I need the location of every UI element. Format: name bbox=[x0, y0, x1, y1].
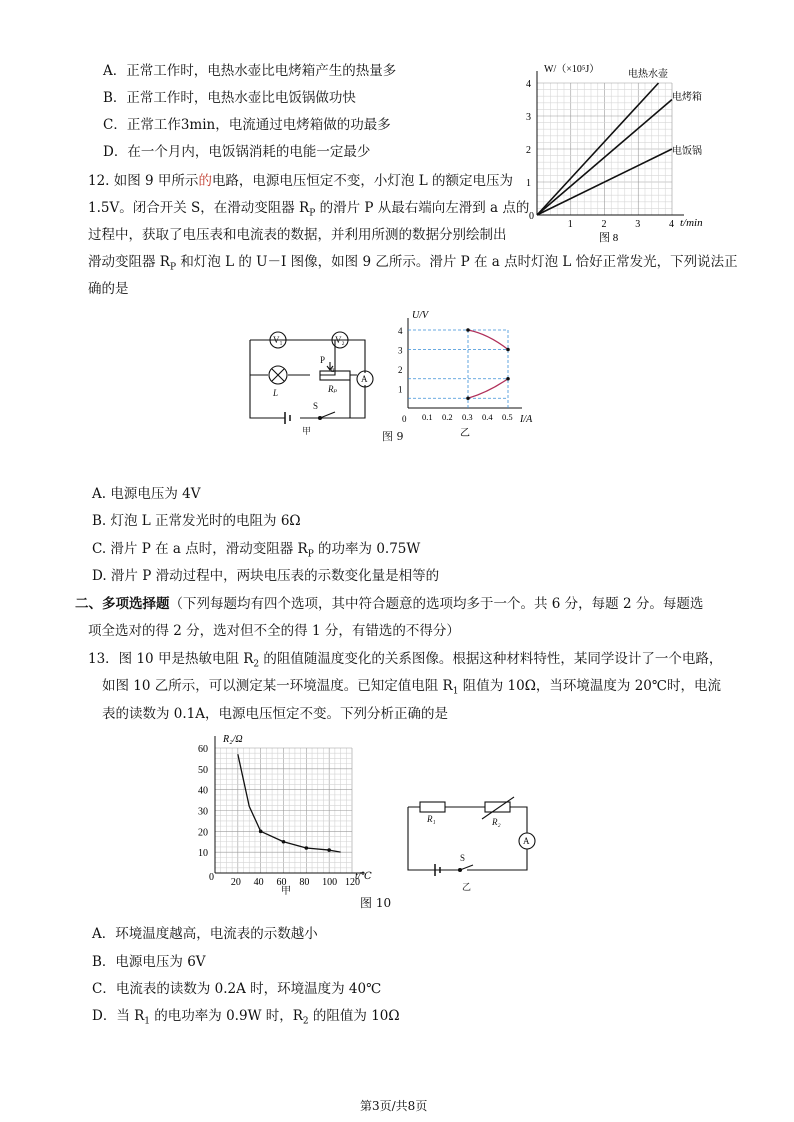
fig10-y-tick: 20 bbox=[198, 827, 208, 839]
fig9-p-label: P bbox=[320, 355, 326, 365]
switch-icon bbox=[320, 412, 335, 418]
fig9-x-label: I/A bbox=[520, 414, 533, 425]
q13-option-a: A．环境温度越高，电流表的示数越小 bbox=[92, 926, 318, 942]
q11-option-b: B．正常工作时，电热水壶比电饭锅做功快 bbox=[103, 90, 356, 106]
fig10-origin: 0 bbox=[209, 872, 214, 883]
fig10-r1: R₁ bbox=[427, 814, 436, 824]
q12-line-1: 12. 如图 9 甲所示的电路，电源电压恒定不变，小灯泡 L 的额定电压为 bbox=[88, 173, 513, 189]
fig9-point bbox=[466, 396, 470, 400]
fig10-x-tick: 120 bbox=[345, 877, 360, 888]
fig8-origin: 0 bbox=[529, 211, 534, 222]
switch-icon bbox=[460, 865, 473, 870]
section-2-header: 二、多项选择题（下列每题均有四个选项，其中符合题意的选项均多于一个。共 6 分，每题 2 分。每题选 bbox=[75, 596, 704, 612]
fig10-y-tick: 50 bbox=[198, 764, 208, 776]
q13-line-3: 表的读数为 0.1A，电源电压恒定不变。下列分析正确的是 bbox=[102, 706, 449, 722]
fig10-x-tick: 60 bbox=[276, 877, 287, 888]
q12-line-2: 1.5V。闭合开关 S，在滑动变阻器 $R_P$ 的滑片 P 从最右端向左滑到 a 点的 bbox=[88, 200, 530, 219]
section-2-rules: 项全选对的得 2 分，选对但不全的得 1 分，有错选的不得分） bbox=[88, 623, 460, 639]
q13-option-b: B．电源电压为 6V bbox=[92, 954, 206, 970]
fig9-lamp-label: L bbox=[273, 388, 279, 398]
q11-option-c: C．正常工作3min，电流通过电烤箱做的功最多 bbox=[103, 117, 391, 133]
fig8-y-tick: 2 bbox=[526, 145, 531, 156]
fig10-x-tick: 100 bbox=[322, 877, 338, 888]
fig10-y-tick: 60 bbox=[198, 744, 208, 755]
fig8-y-tick: 3 bbox=[526, 112, 531, 123]
fig8-y-tick: 1 bbox=[526, 178, 531, 189]
fig8-series-label-cooker: 电饭锅 bbox=[672, 146, 702, 157]
fig8-series-label-kettle: 电热水壶 bbox=[628, 69, 668, 80]
fig10-ammeter: A bbox=[523, 836, 530, 846]
page-footer: 第3页/共8页 bbox=[360, 1099, 428, 1113]
fig8-x-tick: 2 bbox=[601, 219, 607, 230]
fig8-series-label-oven: 电烤箱 bbox=[672, 92, 702, 103]
r1-icon bbox=[420, 802, 445, 812]
fig10-r2: R₂ bbox=[492, 817, 501, 827]
fig9-point bbox=[466, 328, 470, 332]
fig9-x-tick: 0.3 bbox=[462, 412, 473, 422]
fig9-v2: V₂ bbox=[335, 335, 345, 345]
q13-line-2: 如图 10 乙所示，可以测定某一环境温度。已知定值电阻 $R_1$ 阻值为 10Ω，当环境温度为 20℃时，电流 bbox=[102, 678, 721, 697]
fig9-ammeter: A bbox=[361, 374, 368, 384]
fig9-y-tick: 1 bbox=[398, 384, 403, 395]
fig8-x-label: t/min bbox=[680, 217, 703, 229]
battery-icon bbox=[285, 412, 290, 424]
fig8-y-label: W/（×10⁵J） bbox=[544, 64, 600, 75]
fig9-s-label: S bbox=[313, 401, 319, 411]
fig9-origin: 0 bbox=[402, 414, 407, 424]
q13-option-c: C．电流表的读数为 0.2A 时，环境温度为 40℃ bbox=[92, 981, 382, 997]
fig10-y-tick: 30 bbox=[198, 806, 208, 818]
figure-9-graph bbox=[390, 308, 540, 440]
figure-10-circuit bbox=[400, 795, 540, 895]
fig9-x-tick: 0.1 bbox=[422, 412, 433, 422]
thermistor-slash bbox=[482, 797, 514, 819]
fig9-point bbox=[506, 348, 510, 352]
fig10-point bbox=[259, 830, 263, 834]
q13-line-1: 13．图 10 甲是热敏电阻 $R_2$ 的阻值随温度变化的关系图像。根据这种材料特性，某同学设计了一个电路， bbox=[88, 651, 723, 670]
fig9-curve-1 bbox=[468, 379, 508, 399]
q12-line-3: 过程中，获取了电压表和电流表的数据，并利用所测的数据分别绘制出 bbox=[88, 227, 507, 243]
fig9-x-tick: 0.2 bbox=[442, 412, 453, 422]
fig10-right-label: 乙 bbox=[462, 882, 472, 892]
q12-option-b: B. 灯泡 L 正常发光时的电阻为 6Ω bbox=[92, 513, 301, 529]
fig10-x-label: t/℃ bbox=[355, 871, 372, 882]
fig9-y-tick: 2 bbox=[398, 365, 403, 375]
q12-option-d: D. 滑片 P 滑动过程中，两块电压表的示数变化量是相等的 bbox=[92, 568, 440, 584]
figure-10-graph bbox=[195, 728, 380, 900]
fig8-x-tick: 4 bbox=[669, 219, 674, 230]
fig10-caption: 图 10 bbox=[360, 896, 392, 910]
fig10-x-tick: 20 bbox=[230, 877, 241, 888]
fig9-point bbox=[506, 377, 510, 381]
fig9-y-tick: 3 bbox=[398, 345, 403, 356]
fig9-y-label: U/V bbox=[412, 310, 429, 321]
fig8-x-tick: 1 bbox=[567, 219, 573, 230]
fig9-x-tick: 0.4 bbox=[482, 412, 493, 422]
fig10-y-label: R₂/Ω bbox=[223, 734, 243, 745]
fig10-y-tick: 10 bbox=[198, 848, 208, 860]
q12-option-c: C. 滑片 P 在 a 点时，滑动变阻器 $R_P$ 的功率为 0.75W bbox=[92, 541, 421, 560]
fig9-rp-label: Rₚ bbox=[328, 384, 338, 394]
fig10-point bbox=[282, 840, 286, 844]
fig10-point bbox=[327, 848, 331, 852]
fig9-y-tick: 4 bbox=[398, 326, 403, 336]
q11-option-d: D．在一个月内，电饭锅消耗的电能一定最少 bbox=[103, 144, 371, 160]
fig9-left-label: 甲 bbox=[302, 426, 312, 436]
q12-line-4: 滑动变阻器 $R_P$ 和灯泡 L 的 U－I 图像，如图 9 乙所示。滑片 P 在 a 点时灯泡 L 恰好正常发光，下列说法正 bbox=[88, 254, 738, 273]
figure-9-circuit bbox=[240, 320, 390, 440]
fig9-x-tick: 0.5 bbox=[502, 412, 513, 422]
fig8-caption: 图 8 bbox=[599, 232, 619, 244]
q11-option-a: A．正常工作时，电热水壶比电烤箱产生的热量多 bbox=[103, 63, 397, 79]
q13-option-d: D．当 $R_1$ 的电功率为 0.9W 时，$R_2$ 的阻值为 10Ω bbox=[92, 1008, 400, 1027]
q12-option-a: A. 电源电压为 4V bbox=[92, 486, 201, 502]
fig9-curve-0 bbox=[468, 330, 508, 350]
fig10-s-label: S bbox=[460, 853, 466, 863]
fig10-y-tick: 40 bbox=[198, 785, 208, 797]
r2-icon bbox=[485, 802, 510, 812]
fig8-y-tick: 4 bbox=[526, 79, 531, 90]
fig9-a-label: a bbox=[331, 366, 335, 374]
fig10-left-label: 甲 bbox=[281, 886, 291, 897]
fig9-right-label: 乙 bbox=[460, 428, 470, 439]
fig10-x-tick: 40 bbox=[253, 877, 264, 888]
figure-8-chart bbox=[522, 55, 717, 245]
fig10-point bbox=[305, 846, 309, 850]
fig10-x-tick: 80 bbox=[299, 877, 310, 888]
fig9-caption: 图 9 bbox=[382, 430, 404, 443]
fig9-v1: V₁ bbox=[273, 335, 283, 345]
q12-line-5: 确的是 bbox=[88, 281, 129, 297]
fig8-x-tick: 3 bbox=[635, 219, 641, 230]
